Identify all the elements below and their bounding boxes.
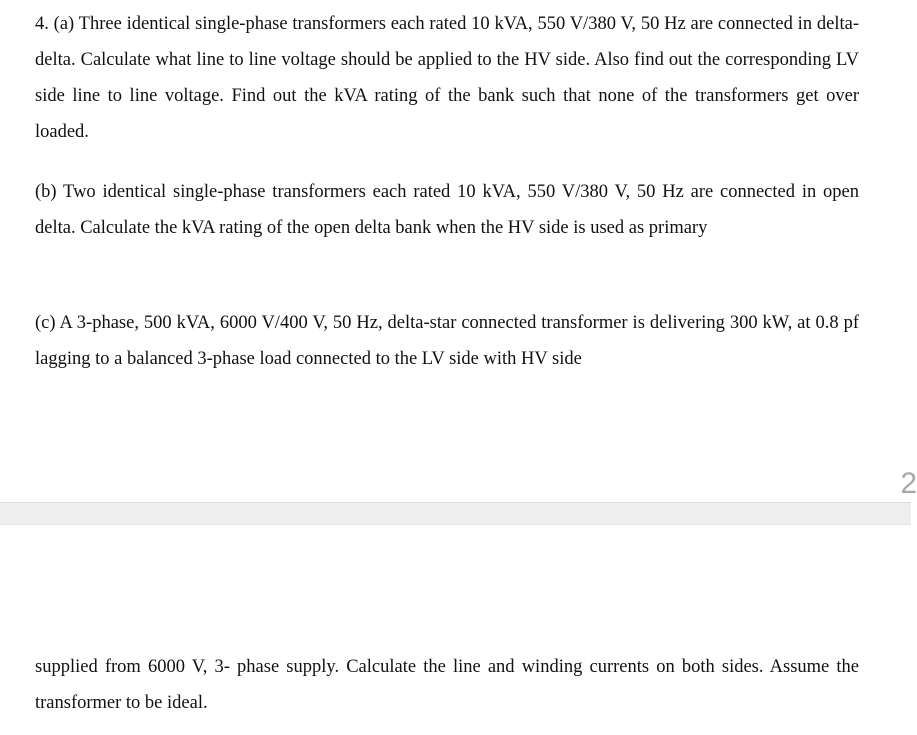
question-4a-text: 4. (a) Three identical single-phase transformers each rated 10 kVA, 550 V/380 V, 50 Hz are connected in delta-delta. Calculate what line to line voltage should be applied to the HV side. Also find out the corresponding LV side line to line voltage. Find out the kVA rating of the bank such that none of the transformers get over loaded.	[35, 14, 859, 142]
page-break-divider	[0, 502, 911, 525]
question-4c-continuation: supplied from 6000 V, 3- phase supply. Calculate the line and winding currents on both sides. Assume the transformer to be ideal.	[35, 657, 859, 713]
page-number: 2	[900, 467, 917, 500]
document-page-2	[0, 525, 911, 735]
question-4b-text: (b) Two identical single-phase transformers each rated 10 kVA, 550 V/380 V, 50 Hz are connected in open delta. Calculate the kVA rating of the open delta bank when the HV side is used as primary	[35, 182, 859, 238]
question-4c-text: (c) A 3-phase, 500 kVA, 6000 V/400 V, 50 Hz, delta-star connected transformer is delivering 300 kW, at 0.8 pf lagging to a balanced 3-phase load connected to the LV side with HV side	[35, 313, 859, 369]
